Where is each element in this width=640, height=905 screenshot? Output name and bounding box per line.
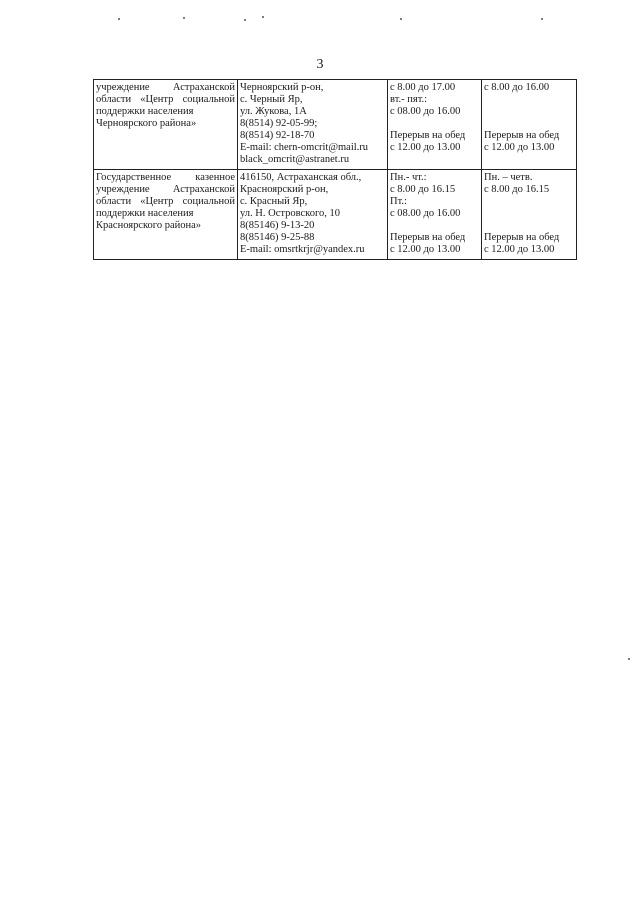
page-number: 3 <box>316 57 324 72</box>
table-row <box>94 170 577 260</box>
address-cell <box>238 80 388 170</box>
hours-line: Пн.- чт.: <box>390 172 427 183</box>
break-time: с 12.00 до 13.00 <box>390 142 461 153</box>
org-name-line: учреждение Астраханской <box>96 184 235 195</box>
address-line: 416150, Астраханская обл., <box>240 172 362 183</box>
hours-line: Пн. – четв. <box>484 172 533 183</box>
hours-cell <box>388 80 482 170</box>
table-row <box>94 80 577 170</box>
org-name-line: Государственное казенное <box>96 172 235 183</box>
break-label: Перерыв на обед <box>484 130 560 141</box>
institutions-table <box>93 79 577 260</box>
org-name-line: области «Центр социальной <box>96 196 235 207</box>
break-time: с 12.00 до 13.00 <box>484 244 555 255</box>
phone-line: 8(8514) 92-18-70 <box>240 130 315 141</box>
hours-line: вт.- пят.: <box>390 94 428 105</box>
scan-speck <box>541 18 543 20</box>
scan-speck <box>118 18 120 20</box>
phone-line: 8(85146) 9-13-20 <box>240 220 315 231</box>
hours-line: с 8.00 до 16.15 <box>390 184 456 195</box>
scan-speck <box>244 19 246 21</box>
reception-hours-cell <box>482 80 577 170</box>
org-name-line: Красноярского района» <box>96 220 202 231</box>
org-name-cell <box>94 170 238 260</box>
hours-line: с 08.00 до 16.00 <box>390 208 461 219</box>
org-name-line: поддержки населения <box>96 208 194 219</box>
address-line: с. Черный Яр, <box>240 94 303 105</box>
address-line: Черноярский р-он, <box>240 82 324 93</box>
org-name-cell <box>94 80 238 170</box>
hours-line: с 8.00 до 16.15 <box>484 184 550 195</box>
phone-line: 8(85146) 9-25-88 <box>240 232 315 243</box>
org-name-line: учреждение Астраханской <box>96 82 235 93</box>
break-label: Перерыв на обед <box>484 232 560 243</box>
address-line: с. Красный Яр, <box>240 196 308 207</box>
email-line: E-mail: omsrtkrjr@yandex.ru <box>240 244 365 255</box>
break-time: с 12.00 до 13.00 <box>390 244 461 255</box>
hours-line: Пт.: <box>390 196 407 207</box>
scan-speck <box>628 658 630 660</box>
org-name-line: области «Центр социальной <box>96 94 235 105</box>
address-line: ул. Жукова, 1А <box>240 106 307 117</box>
org-name-line: поддержки населения <box>96 106 194 117</box>
address-line: Красноярский р-он, <box>240 184 329 195</box>
scan-speck <box>400 18 402 20</box>
phone-line: 8(8514) 92-05-99; <box>240 118 318 129</box>
org-name-line: Черноярского района» <box>96 118 197 129</box>
break-label: Перерыв на обед <box>390 130 466 141</box>
email-line: black_omcrit@astranet.ru <box>240 154 350 165</box>
email-line: E-mail: chern-omcrit@mail.ru <box>240 142 369 153</box>
break-time: с 12.00 до 13.00 <box>484 142 555 153</box>
address-cell <box>238 170 388 260</box>
hours-line: с 08.00 до 16.00 <box>390 106 461 117</box>
hours-line: с 8.00 до 16.00 <box>484 82 550 93</box>
hours-cell <box>388 170 482 260</box>
scan-speck <box>183 17 185 19</box>
scan-speck <box>262 16 264 18</box>
break-label: Перерыв на обед <box>390 232 466 243</box>
reception-hours-cell <box>482 170 577 260</box>
address-line: ул. Н. Островского, 10 <box>240 208 340 219</box>
hours-line: с 8.00 до 17.00 <box>390 82 456 93</box>
